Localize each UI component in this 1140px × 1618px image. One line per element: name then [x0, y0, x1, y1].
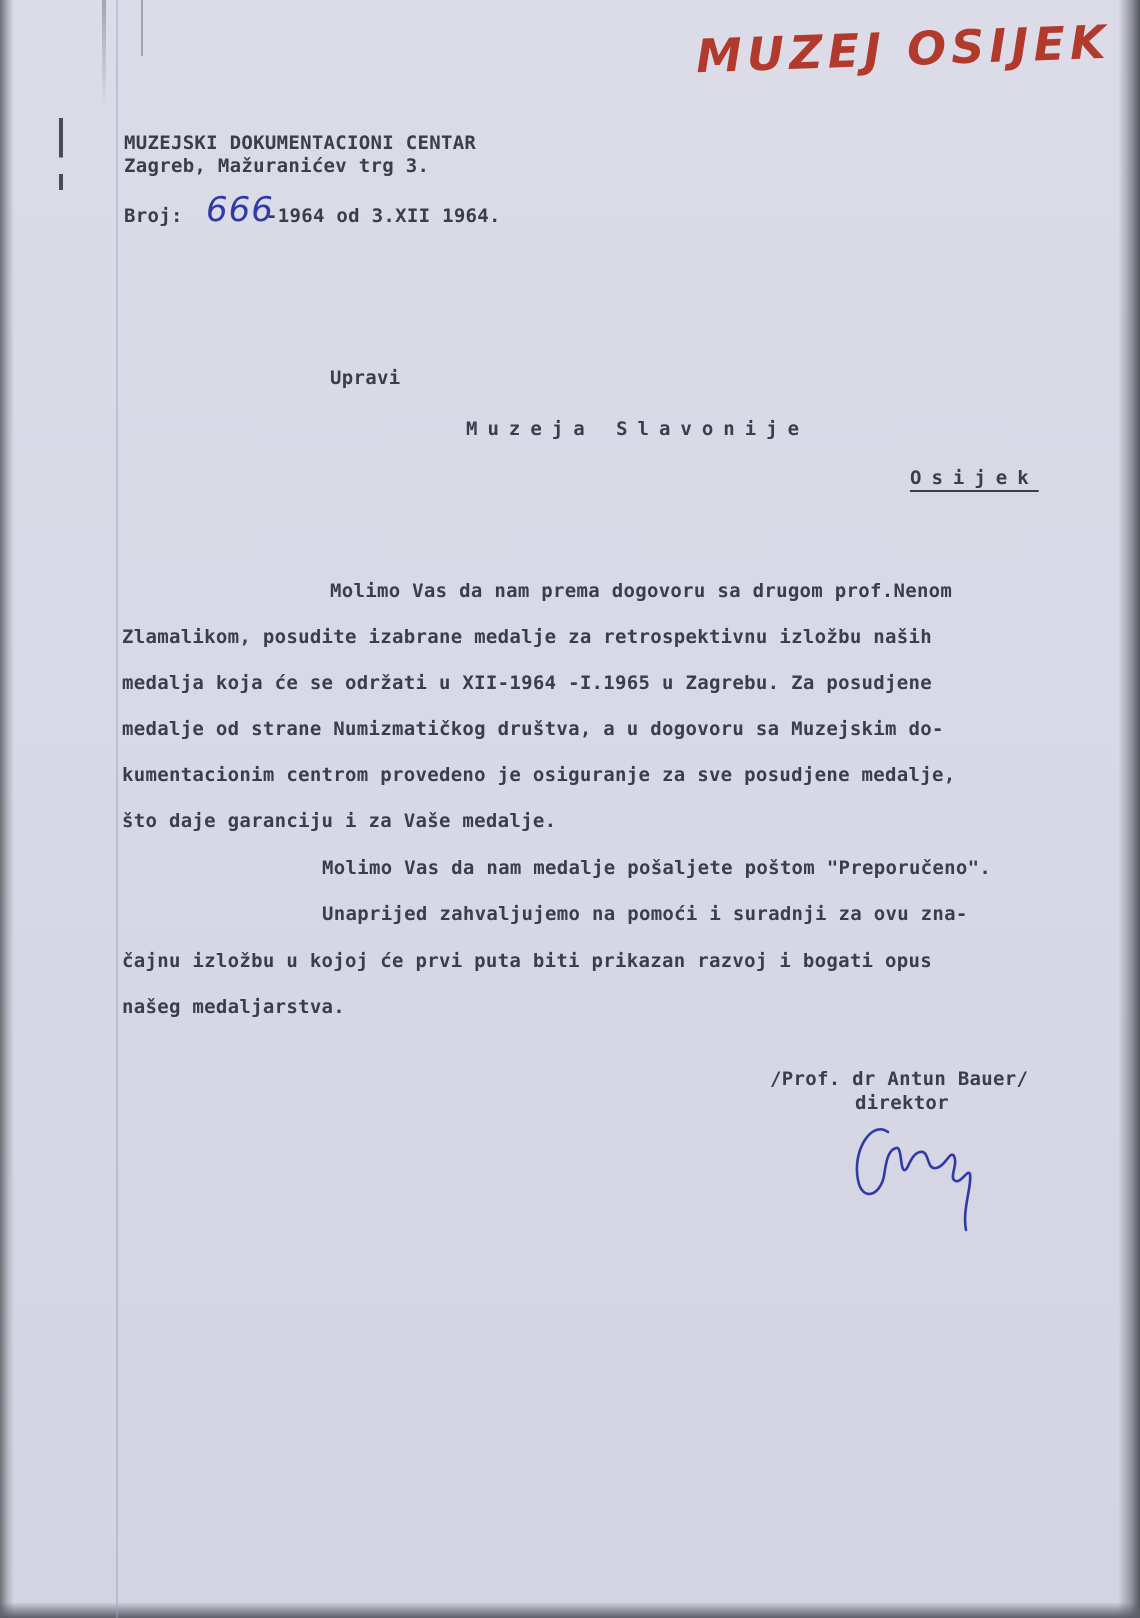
margin-rule — [116, 0, 118, 1618]
recipient-line-1: Upravi — [330, 367, 401, 389]
red-handwritten-stamp: MUZEJ OSIJEK — [695, 14, 1112, 84]
body-line: Zlamalikom, posudite izabrane medalje za retrospektivnu izložbu naših — [122, 626, 932, 648]
document-number-label: Broj: — [124, 205, 183, 227]
document-number-handwritten: 666 — [206, 190, 274, 230]
institution-address: Zagreb, Mažuranićev trg 3. — [124, 155, 430, 177]
binding-mark — [59, 118, 63, 190]
scan-edge-left — [0, 0, 14, 1618]
scan-edge-right — [1118, 0, 1140, 1618]
signatory-title: direktor — [855, 1092, 949, 1114]
body-line: čajnu izložbu u kojoj će prvi puta biti prikazan razvoj i bogati opus — [122, 950, 932, 972]
signatory-name: /Prof. dr Antun Bauer/ — [770, 1068, 1029, 1090]
paper-crease — [102, 0, 106, 110]
body-line: Molimo Vas da nam medalje pošaljete poštom "Preporučeno". — [322, 857, 992, 879]
handwritten-signature — [850, 1110, 1010, 1240]
body-line: što daje garanciju i za Vaše medalje. — [122, 810, 557, 832]
recipient-line-2: Muzeja Slavonije — [466, 418, 810, 440]
body-line: našeg medaljarstva. — [122, 996, 346, 1018]
body-line: kumentacionim centrom provedeno je osiguranje za sve posudjene medalje, — [122, 764, 956, 786]
institution-name: MUZEJSKI DOKUMENTACIONI CENTAR — [124, 132, 477, 154]
recipient-line-3: Osijek — [910, 467, 1039, 489]
document-number-date: -1964 od 3.XII 1964. — [266, 205, 501, 227]
body-line: medalja koja će se održati u XII-1964 -I.1965 u Zagrebu. Za posudjene — [122, 672, 932, 694]
body-line: Unaprijed zahvaljujemo na pomoći i suradnji za ovu zna- — [322, 903, 968, 925]
scan-edge-bottom — [0, 1602, 1140, 1618]
body-line: Molimo Vas da nam prema dogovoru sa drugom prof.Nenom — [330, 580, 953, 602]
paper-crease-secondary — [141, 0, 143, 56]
body-line: medalje od strane Numizmatičkog društva, a u dogovoru sa Muzejskim do- — [122, 718, 944, 740]
